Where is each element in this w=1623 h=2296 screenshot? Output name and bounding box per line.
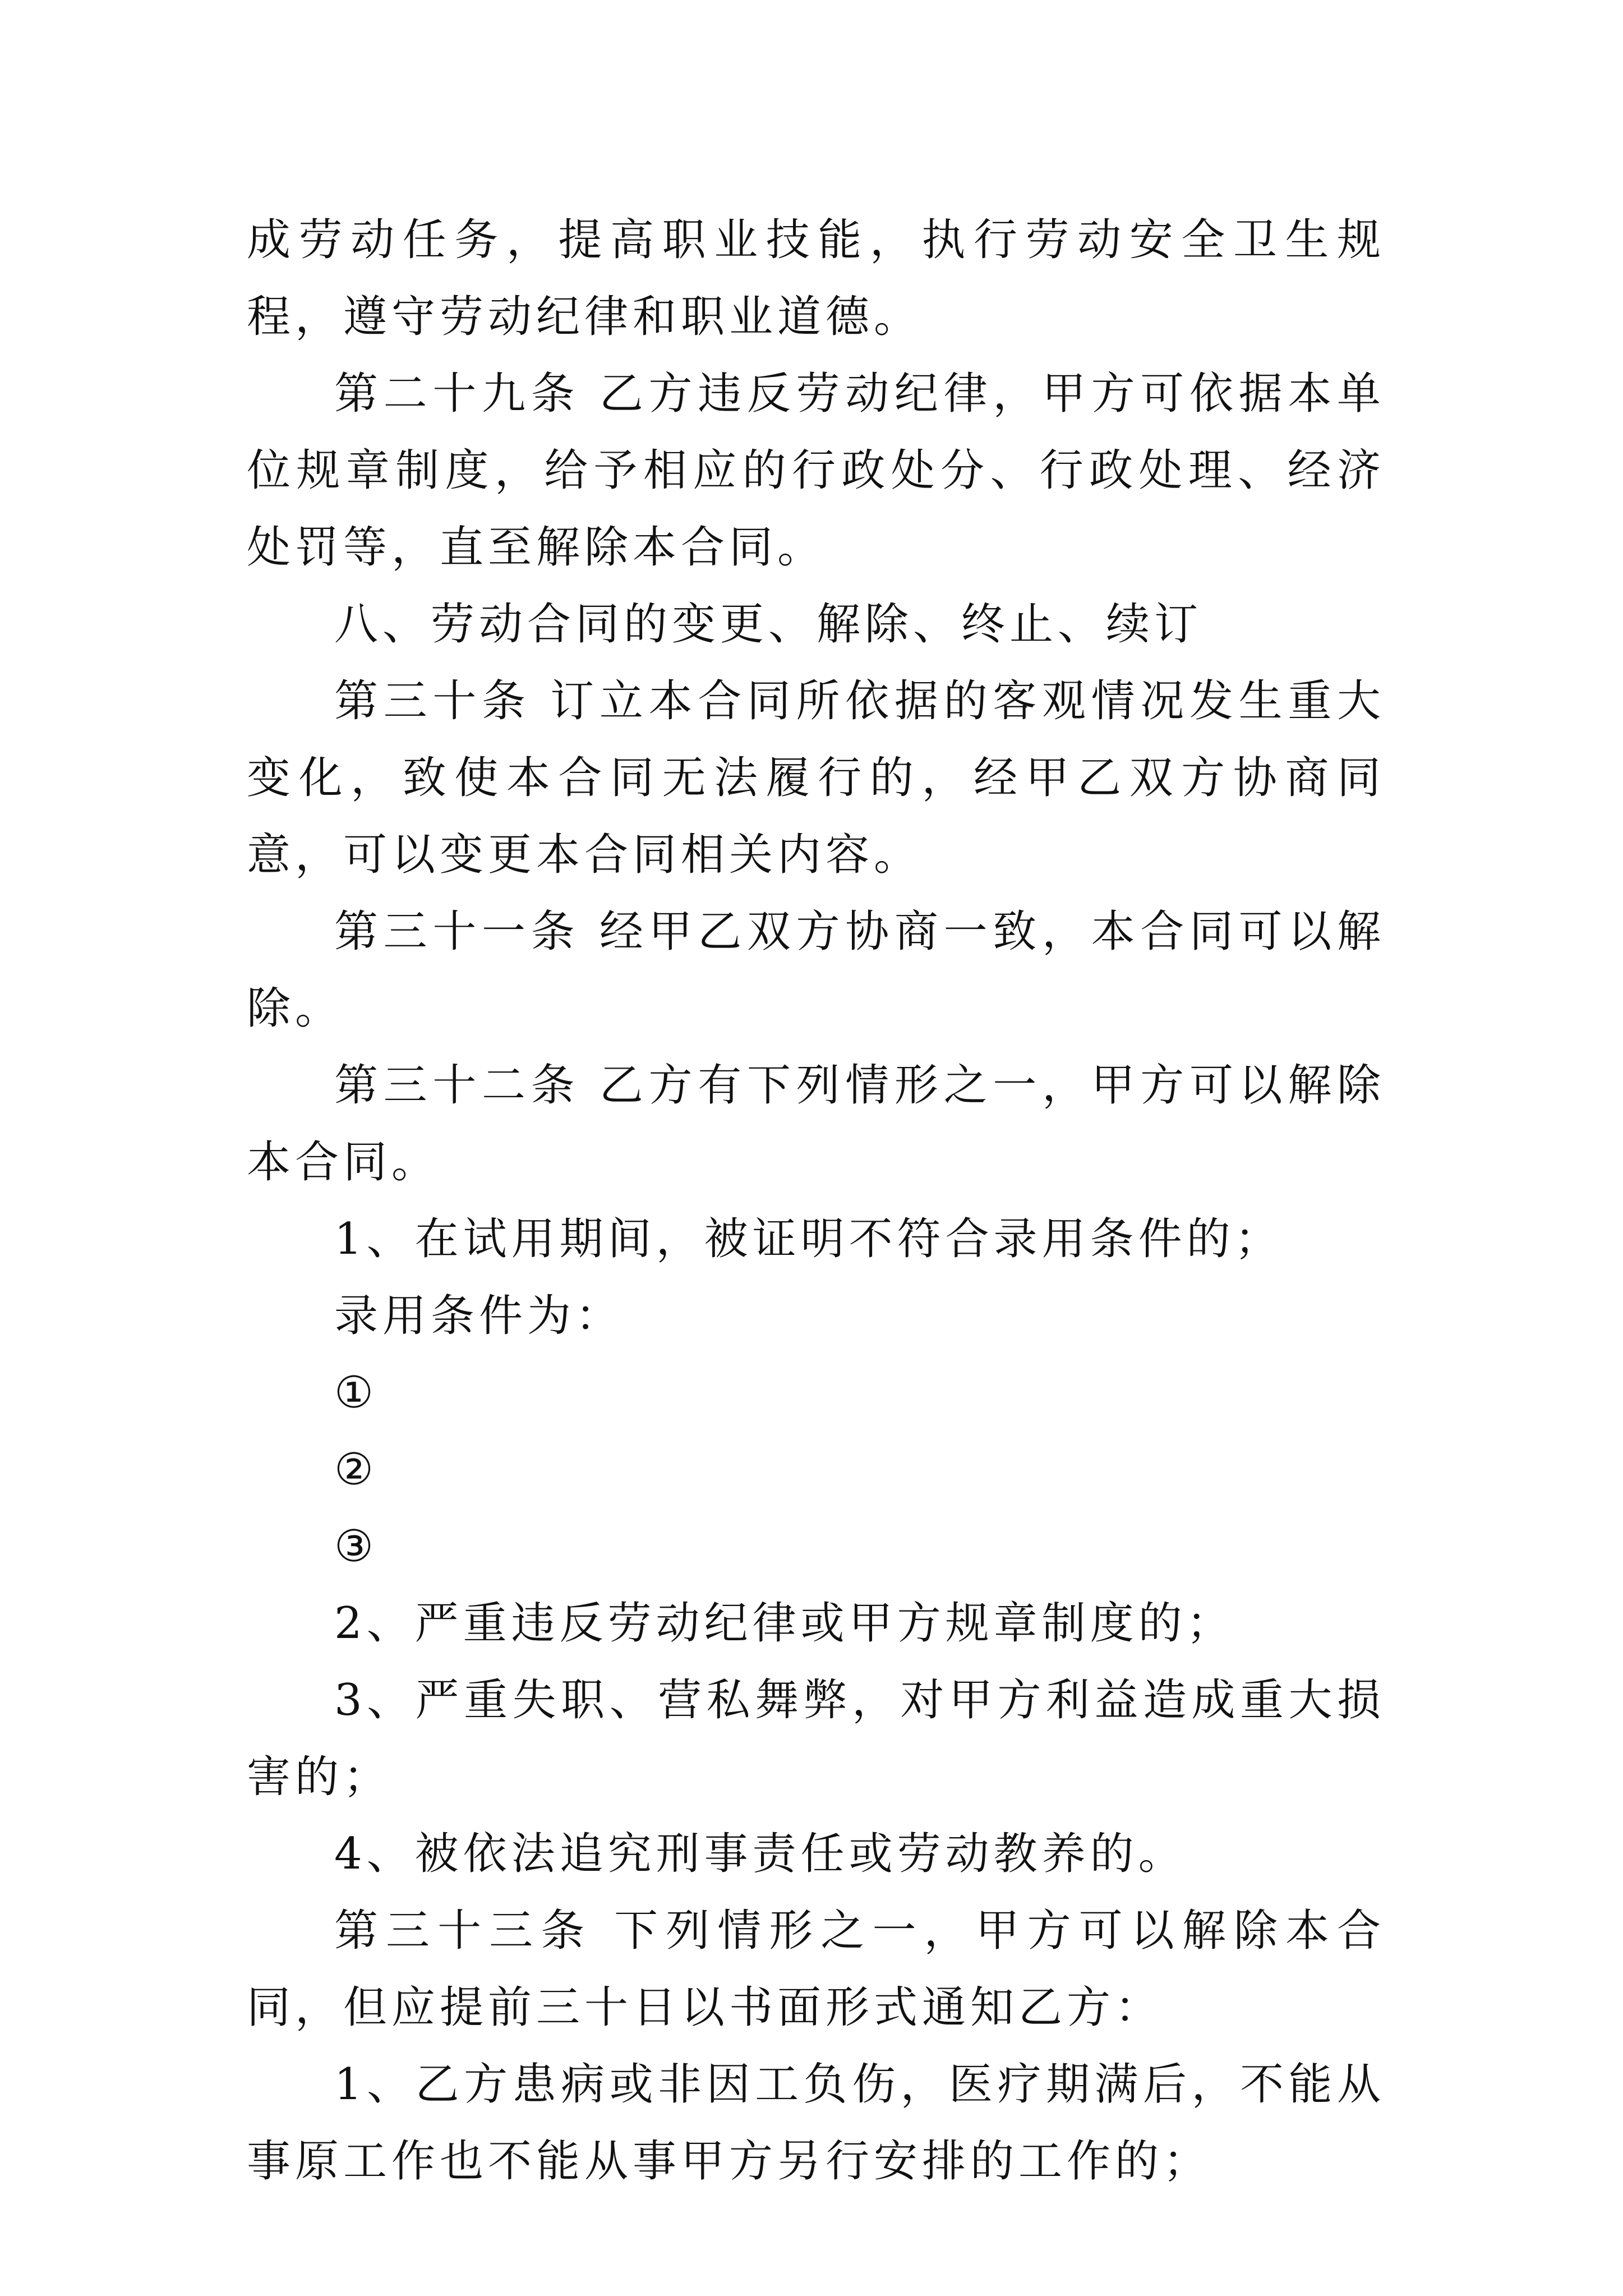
section-heading-8: 八、劳动合同的变更、解除、终止、续订: [334, 599, 1203, 650]
list-item: 1、乙方患病或非因工负伤，医疗期满后，不能从事原工作也不能从事甲方另行安排的工作的；: [247, 2059, 1385, 2187]
paragraph-article-30: 第三十条 订立本合同所依据的客观情况发生重大变化，致使本合同无法履行的，经甲乙双方协商同意，可以变更本合同相关内容。: [247, 676, 1385, 880]
list-item: 4、被依法追究刑事责任或劳动教养的。: [334, 1829, 1187, 1879]
document-body: [247, 202, 1385, 2200]
paragraph-article-33: 第三十三条 下列情形之一，甲方可以解除本合同，但应提前三十日以书面形式通知乙方：: [247, 1906, 1385, 2033]
list-item: 3、严重失职、营私舞弊，对甲方利益造成重大损害的；: [247, 1675, 1385, 1802]
list-item: 2、严重违反劳动纪律或甲方规章制度的；: [334, 1598, 1235, 1649]
list-item: 录用条件为：: [334, 1291, 624, 1341]
paragraph-article-32: 第三十二条 乙方有下列情形之一，甲方可以解除本合同。: [247, 1060, 1385, 1188]
list-item: 1、在试用期间，被证明不符合录用条件的；: [334, 1214, 1283, 1264]
paragraph-continuation: 成劳动任务，提高职业技能，执行劳动安全卫生规程，遵守劳动纪律和职业道德。: [247, 215, 1385, 342]
list-item: ③: [334, 1521, 378, 1572]
list-item: ①: [334, 1368, 378, 1418]
paragraph-article-31: 第三十一条 经甲乙双方协商一致，本合同可以解除。: [247, 907, 1385, 1034]
paragraph-article-29: 第二十九条 乙方违反劳动纪律，甲方可依据本单位规章制度，给予相应的行政处分、行政处理、经济处罚等，直至解除本合同。: [247, 369, 1385, 573]
list-item: ②: [334, 1444, 378, 1495]
